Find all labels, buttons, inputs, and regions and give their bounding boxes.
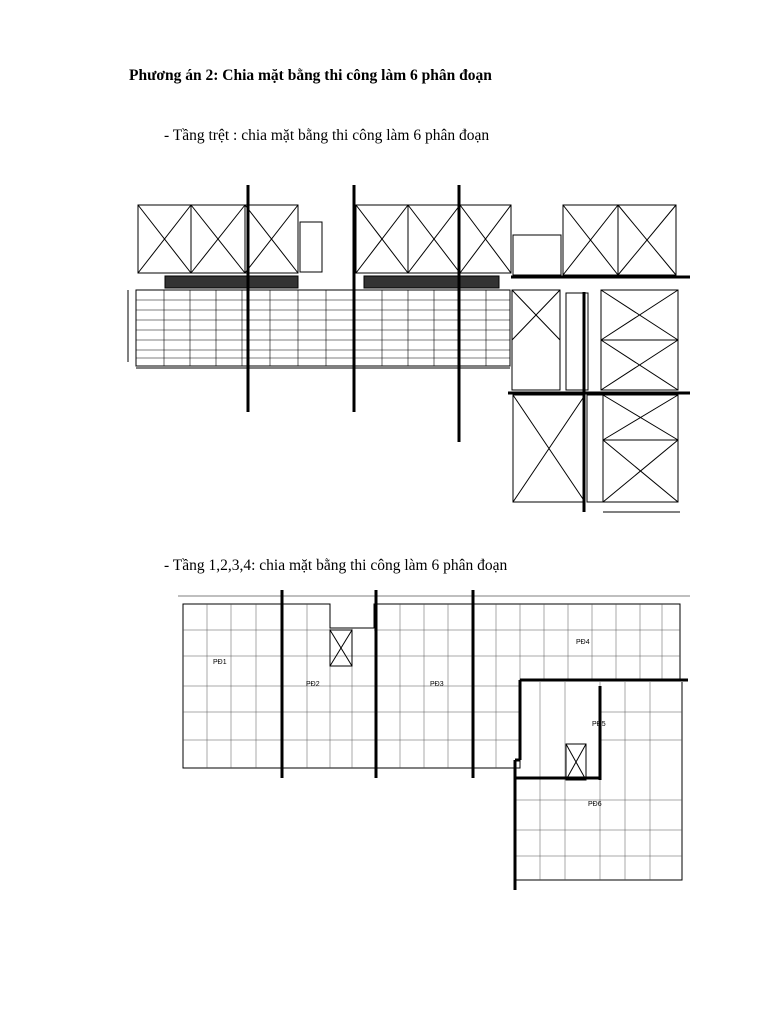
zone-label-pd2: PĐ2 [306,681,320,688]
ground-floor-caption: - Tầng trệt : chia mặt bằng thi công làm 6 phân đoạn [164,127,490,144]
zone-label-pd3: PĐ3 [430,681,444,688]
zone-label-pd1: PĐ1 [213,659,227,666]
upper-floors-caption: - Tầng 1,2,3,4: chia mặt bằng thi công làm 6 phân đoạn [164,557,508,574]
document-heading: Phương án 2: Chia mặt bằng thi công làm 6 phân đoạn [129,67,492,84]
zone-label-pd5: PĐ5 [592,721,606,728]
zone-label-pd4: PĐ4 [576,639,590,646]
zone-label-pd6: PĐ6 [588,801,602,808]
